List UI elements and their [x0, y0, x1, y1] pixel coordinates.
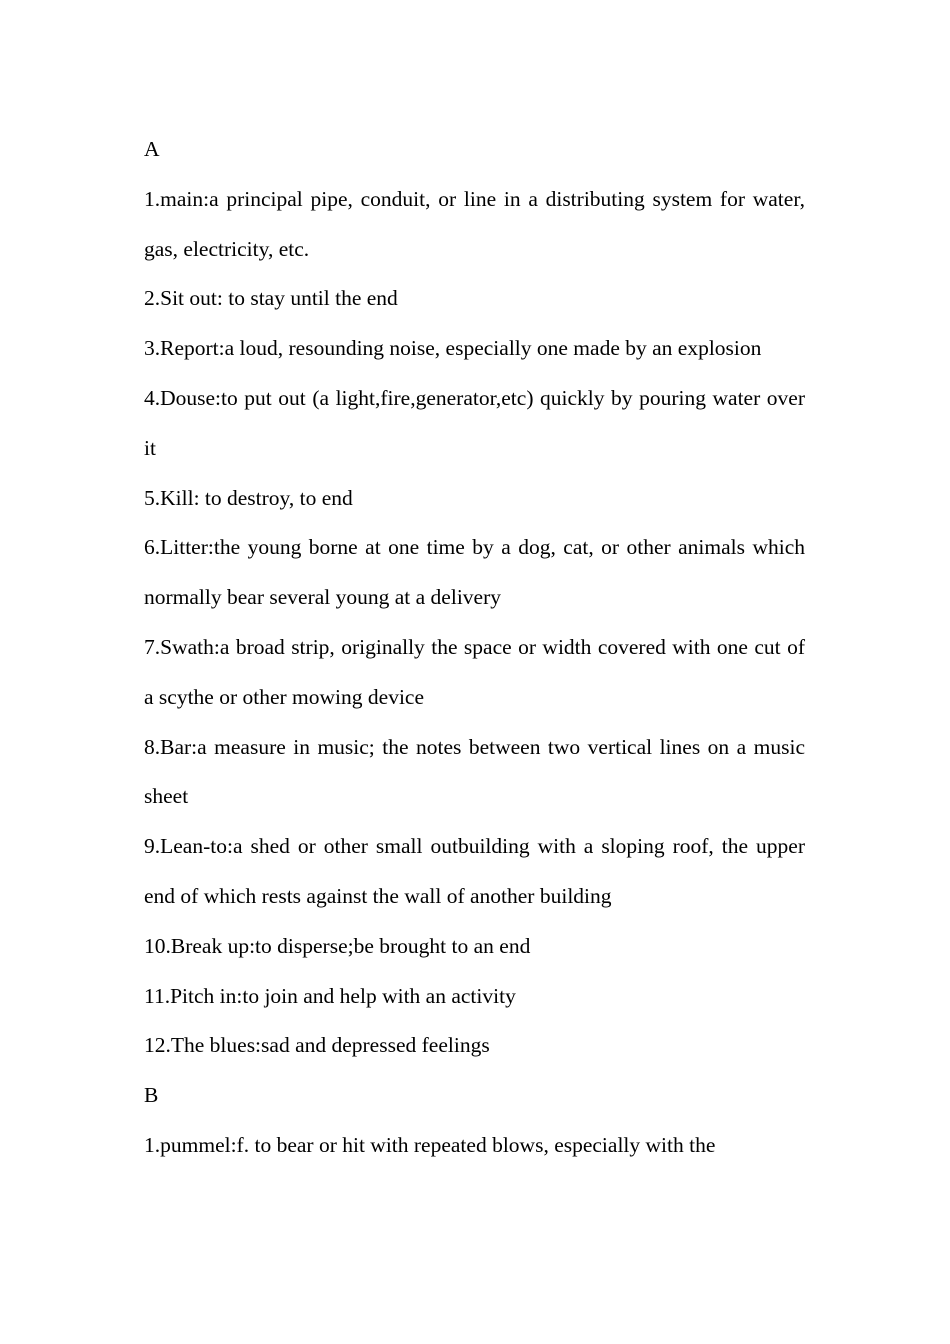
- definition-a-3: 3.Report:a loud, resounding noise, especially one made by an explosion: [144, 336, 762, 361]
- definition-a-10: 10.Break up:to disperse;be brought to an end: [144, 933, 531, 958]
- definition-a-4: 4.Douse:to put out (a light,fire,generator,etc) quickly by pouring water over it: [144, 385, 805, 460]
- document-body: [144, 125, 805, 1171]
- definition-a-7: 7.Swath:a broad strip, originally the space or width covered with one cut of a scythe or other mowing device: [144, 634, 805, 709]
- section-heading-a: A: [144, 137, 160, 161]
- definition-a-11: 11.Pitch in:to join and help with an activity: [144, 983, 516, 1008]
- definition-a-5: 5.Kill: to destroy, to end: [144, 485, 353, 510]
- definition-a-8: 8.Bar:a measure in music; the notes between two vertical lines on a music sheet: [144, 734, 805, 809]
- definition-a-6: 6.Litter:the young borne at one time by a dog, cat, or other animals which normally bear several young at a delivery: [144, 535, 805, 610]
- definition-a-12: 12.The blues:sad and depressed feelings: [144, 1033, 490, 1058]
- definition-a-2: 2.Sit out: to stay until the end: [144, 286, 398, 311]
- definition-a-9: 9.Lean-to:a shed or other small outbuilding with a sloping roof, the upper end of which rests against the wall of another building: [144, 834, 805, 908]
- section-heading-b: B: [144, 1083, 159, 1108]
- definition-a-1: 1.main:a principal pipe, conduit, or line in a distributing system for water, gas, electricity, etc.: [144, 186, 805, 261]
- definition-b-1: 1.pummel:f. to bear or hit with repeated blows, especially with the: [144, 1132, 716, 1157]
